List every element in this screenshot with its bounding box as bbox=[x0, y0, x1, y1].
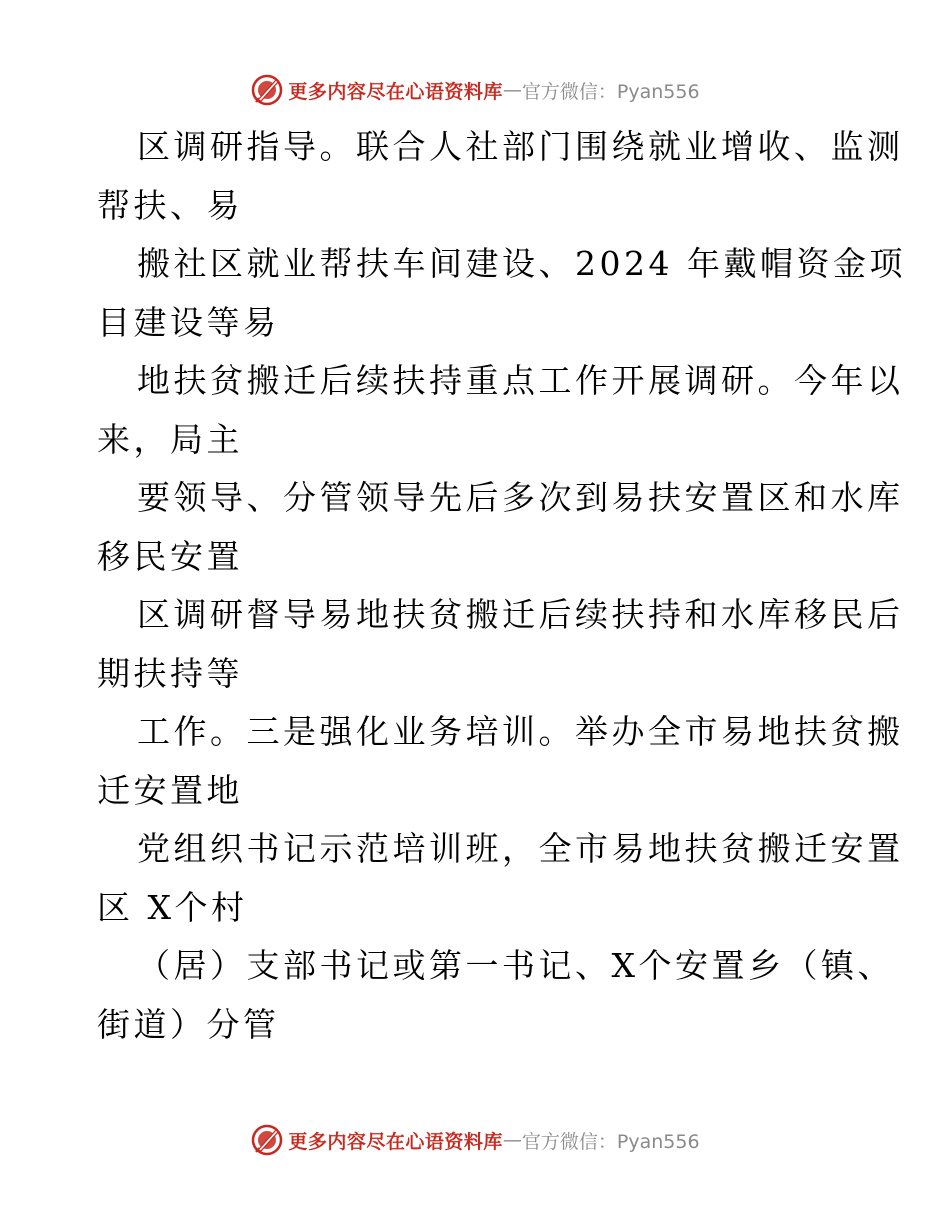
body-line-14: 区 X个村 bbox=[97, 887, 248, 927]
footer-brand-text: 更多内容尽在心语资料库 bbox=[288, 1130, 503, 1153]
body-line-3: 搬社区就业帮扶车间建设、2024 年戴帽资金项 bbox=[137, 244, 906, 283]
body-line-9: 区调研督导易地扶贫搬迁后续扶持和水库移民后 bbox=[137, 595, 904, 634]
footer-separator: — bbox=[502, 1129, 522, 1151]
footer-contact-text: 官方微信：Pyan556 bbox=[521, 1130, 700, 1153]
quill-seal-icon bbox=[250, 73, 284, 107]
document-body bbox=[97, 118, 906, 1054]
body-line-16: 街道）分管 bbox=[97, 1004, 280, 1044]
body-line-2: 帮扶、易 bbox=[97, 185, 243, 225]
header-separator: — bbox=[502, 79, 522, 101]
body-line-10: 期扶持等 bbox=[97, 653, 243, 693]
body-line-7: 要领导、分管领导先后多次到易扶安置区和水库 bbox=[137, 478, 904, 517]
header-contact-text: 官方微信：Pyan556 bbox=[521, 80, 700, 103]
body-line-11: 工作。三是强化业务培训。举办全市易地扶贫搬 bbox=[137, 712, 904, 751]
body-line-4: 目建设等易 bbox=[97, 302, 280, 342]
body-line-15: （居）支部书记或第一书记、X个安置乡（镇、 bbox=[137, 946, 894, 985]
body-line-12: 迁安置地 bbox=[97, 770, 243, 810]
body-line-5: 地扶贫搬迁后续扶持重点工作开展调研。今年以 bbox=[137, 361, 904, 400]
body-line-8: 移民安置 bbox=[97, 536, 243, 576]
body-line-6: 来，局主 bbox=[97, 419, 243, 459]
quill-seal-icon bbox=[250, 1123, 284, 1157]
body-line-1: 区调研指导。联合人社部门围绕就业增收、监测 bbox=[137, 127, 904, 166]
header-banner bbox=[0, 70, 950, 110]
body-line-13: 党组织书记示范培训班，全市易地扶贫搬迁安置 bbox=[137, 829, 904, 868]
header-brand-text: 更多内容尽在心语资料库 bbox=[288, 80, 503, 103]
footer-banner bbox=[0, 1120, 950, 1160]
